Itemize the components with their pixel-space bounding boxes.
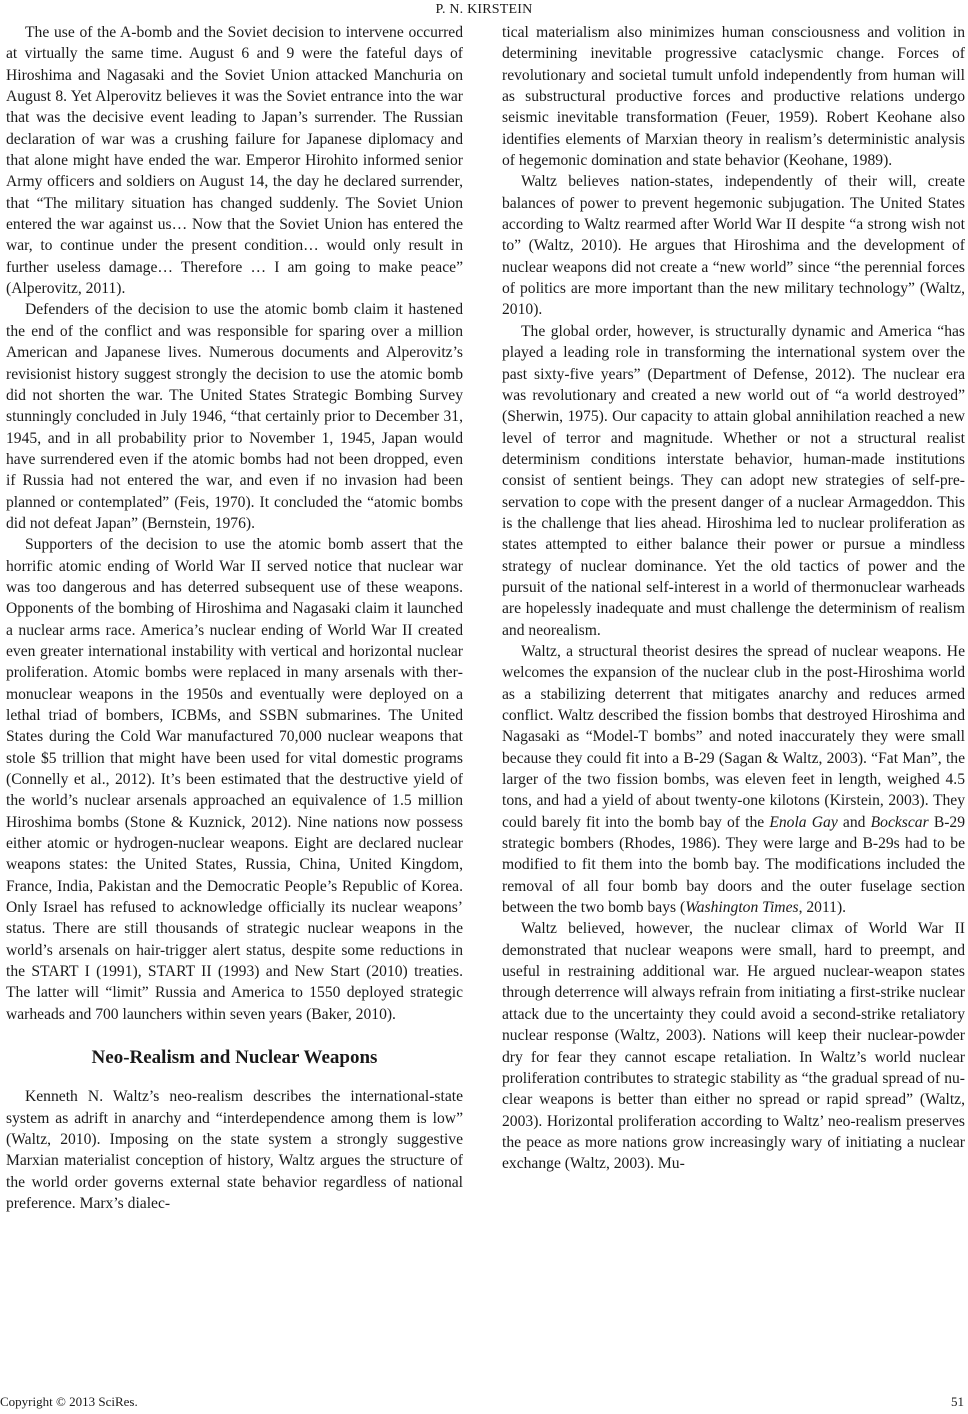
- paragraph: The use of the A-bomb and the Soviet decision to intervene occurred at virtually the same time. August 6 and 9 were the fateful days of Hiroshima and Nagasaki and the Soviet Union attacked Manchuria on August 8. Yet Alperovitz believes it was the Soviet entrance into the war that was the decisive event leading to Japan’s surrender. The Russian declaration of war was a crushing failure for Japanese diplomacy and that alone might have ended the war. Emperor Hirohito informed senior Army officers and soldiers on August 14, the day he declared surrender, that “The military situation has changed suddenly. The Soviet Union entered the war against us… Now that the Soviet Union has entered the war, to continue under the present condition… would only result in further useless damage… Therefore … I am going to make peace” (Alperovitz, 2011).: [6, 24, 463, 298]
- text-run: Waltz, a structural theorist desires the spread of nuclear weapons. He welcomes the expansion of the nuclear club in the post-Hiroshima world as a stabilizing deterrent that mitigates anarchy and reduces armed conflict. Waltz described the fission bombs that destroyed Hiroshima and Nagasaki as “Model-T bombs” and noted inaccurately they were small because they could fit into a B-29 (Sagan & Waltz, 2003). “Fat Man”, the larger of the two fission bombs, was eleven feet in length, weighed 4.5 tons, and had a yield of about twenty-one kilotons (Kirstein, 2003). They could barely fit into the bomb bay of the: [502, 642, 965, 831]
- paragraph: [502, 641, 965, 918]
- right-column: [502, 22, 965, 1175]
- paragraph-continuation: tical materialism also minimizes human consciousness and volition in determining inevitable progressive cataclysmic change. Forces of revolutionary and societal tumult unfold independently from human will as substructural productive forces and productive relations undergo seismic inevitable transformation (Feuer, 1959). Robert Keohane also identifies elements of Marxian theory in realism’s deterministic analysis of hegemonic domination and state behavior (Keohane, 1989).: [502, 24, 965, 170]
- page-number: 51: [951, 1394, 964, 1409]
- paragraph: Kenneth N. Waltz’s neo-realism describes the international-state system as adrift in anarchy and “interdependence among them is low” (Waltz, 2010). Imposing on the state system a strongly suggestive Marxian materialist conception of history, Waltz argues the structure of the world order governs external state behavior regardless of national preference. Marx’s dialec-: [6, 1088, 463, 1212]
- paragraph: Waltz believed, however, the nuclear climax of World War II demonstrated that nuclear weapons were small, hard to preempt, and useful in restraining additional war. He argued nuclear-weapon states through deterrence will always refrain from initiating a first-strike nuclear attack due to the uncertainty they could avoid a second-strike retaliatory nuclear response (Waltz, 2003). Nations will keep their nuclear-powder dry for fear they cannot escape retaliation. In Waltz’s world nuclear proliferation contributes to strategic stability as “the gradual spread of nuclear weapons is better than either no spread or rapid spread” (Waltz, 2003). Horizontal proliferation according to Waltz’ neo-realism preserves the peace as more nations grow increasingly wary of initiating a nuclear exchange (Waltz, 2003). Mu-: [502, 920, 965, 1173]
- paragraph: Waltz believes nation-states, independently of their will, create balances of power to prevent hegemonic subjugation. The United States according to Waltz rearmed after World War II despite “a strong wish not to” (Waltz, 2010). He argues that Hiroshima and the development of nuclear weapons did not create a “new world” since “the perennial forces of politics are more important than the new military technology” (Waltz, 2010).: [502, 173, 965, 319]
- copyright-notice: Copyright © 2013 SciRes.: [0, 1394, 138, 1409]
- left-column: [6, 22, 463, 1214]
- aircraft-name: Bockscar: [870, 813, 929, 831]
- text-run: B-29 strategic bombers (Rhodes, 1986). They were large and B-29s had to be modified to fit them into the bomb bay. The modifications included the removal of all four bomb bay doors and the outer fuselage section between the two bomb bays (: [502, 813, 966, 917]
- section-heading: Neo-Realism and Nuclear Weapons: [91, 1047, 378, 1069]
- publication-name: Washington Times: [685, 899, 799, 917]
- aircraft-name: Enola Gay: [769, 813, 838, 831]
- paragraph: The global order, however, is structurally dynamic and America “has played a leading role in transforming the international system over the past sixty-five years” (Department of Defense, 2012). The nuclear era was revolutionary and created a new world out of “a world destroyed” (Sherwin, 1975). Our capacity to attain global annihilation reached a new level of terror and magnitude. Whether or not a structural realist determinism conditions interstate behavior, human-made institutions consist of sentient beings. They can adopt new strategies of self-preservation to cope with the present danger of a nuclear Armageddon. This is the challenge that lies ahead. Hiroshima led to nuclear proliferation as states attempted to either balance their power or pursue a mindless strategy of nuclear dominance. Yet the old tactics of power and the pursuit of the national self-interest in a world of thermonuclear warheads are hopelessly inadequate and must challenge the determinism of realism and neorealism.: [502, 322, 965, 639]
- paragraph: Defenders of the decision to use the atomic bomb claim it hastened the end of the conflict and was responsible for sparing over a million American and Japanese lives. Numerous documents and Alperovitz’s revisionist history suggest strongly the decision to use the atomic bomb did not shorten the war. The United States Strategic Bombing Survey stunningly concluded in July 1946, “that certainly prior to December 31, 1945, and in all probability prior to November 1, 1945, Japan would have surrendered even if the atomic bombs had not been dropped, even if Russia had not entered the war, and even if no invasion had been planned or contemplated” (Feis, 1970). It concluded the “atomic bombs did not defeat Japan” (Bernstein, 1976).: [6, 301, 463, 532]
- paragraph: Supporters of the decision to use the atomic bomb assert that the horrific atomic ending of World War II served notice that nuclear war was too dangerous and has deterred subsequent use of these weapons. Opponents of the bombing of Hiroshima and Nagasaki claim it launched a nuclear arms race. America’s nuclear ending of World War II created even greater international instability with vertical and horizontal nuclear proliferation. Atomic bombs were replaced in many arsenals with thermonuclear weapons in the 1950s and eventually were deployed on a lethal triad of bombers, ICBMs, and SSBN submarines. The United States during the Cold War manufactured 70,000 nuclear weapons that stole $5 trillion that might have been used for vital domestic programs (Connelly et al., 2012). It’s been estimated that the destructive yield of the world’s nuclear arsenals approached an equivalence of 1.5 million Hiroshima bombs (Stone & Kuznick, 2012). Nine nations now possess either atomic or hydrogen-nuclear weapons. Eight are declared nuclear weapons states: the United States, Russia, China, United Kingdom, France, India, Pakistan and the Democratic People’s Republic of Korea. Only Israel has refused to acknowledge officially its nuclear weapons’ status. There are still thousands of strategic nuclear weapons in the world’s arsenals on hair-trigger alert status, despite some reductions in the START I (1991), START II (1993) and New Start (2010) treaties. The latter will “limit” Russia and America to 1550 deployed strategic warheads and 700 launchers within seven years (Baker, 2010).: [6, 536, 463, 1023]
- text-run: and: [837, 813, 871, 831]
- text-run: , 2011).: [798, 899, 847, 917]
- running-head: P. N. KIRSTEIN: [435, 2, 533, 17]
